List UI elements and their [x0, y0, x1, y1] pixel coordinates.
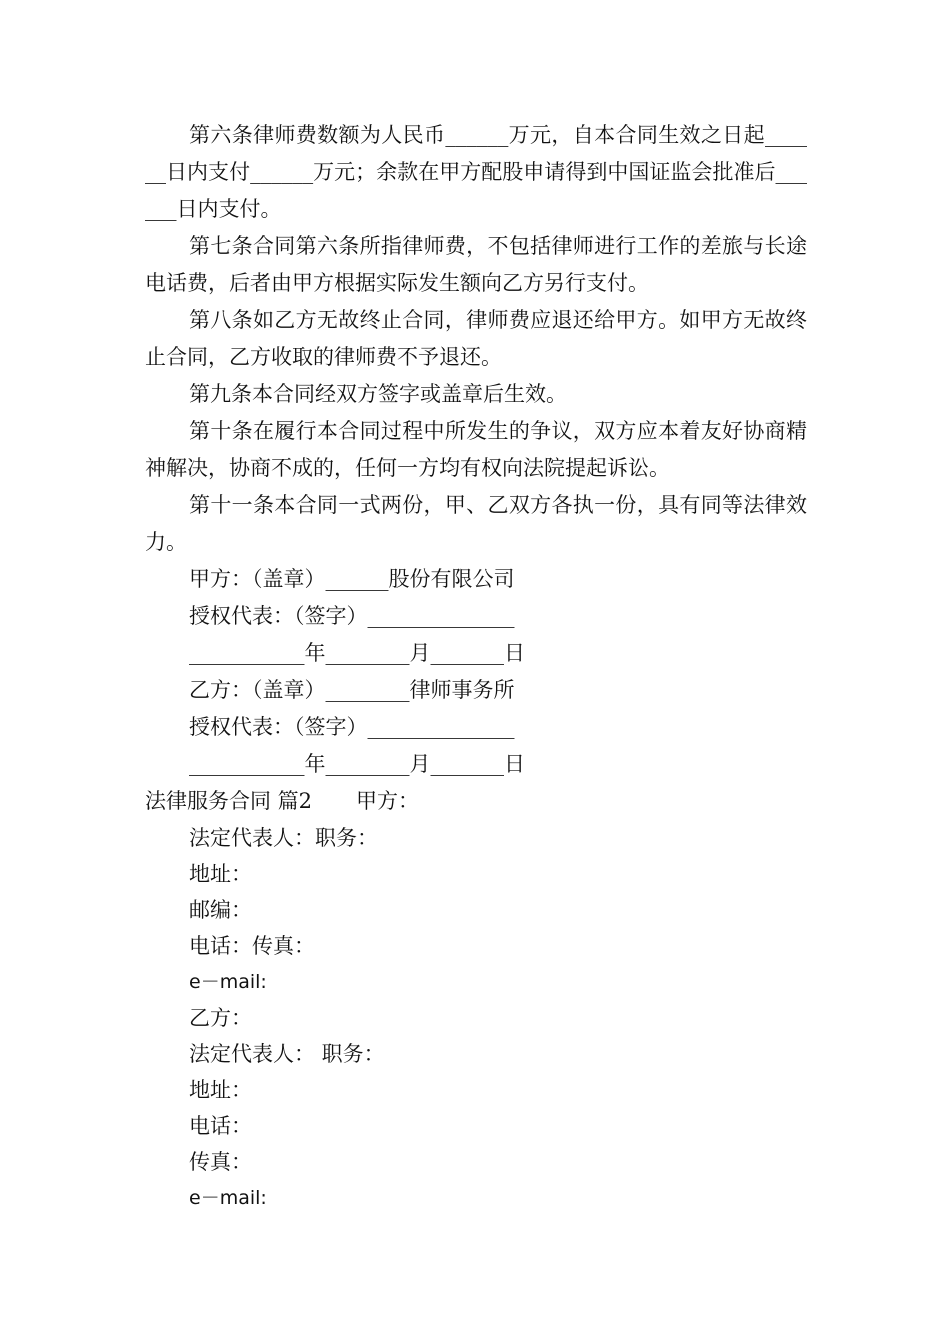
- party-b-phone-field: 电话：: [189, 1114, 252, 1138]
- party-a-address-field: 地址：: [189, 862, 252, 886]
- party-b-legal-rep-field: 法定代表人： 职务：: [189, 1042, 385, 1066]
- party-b-date-line: ___________年________月_______日: [189, 752, 525, 776]
- party-b-seal-line: 乙方：（盖章）________律师事务所: [189, 678, 515, 702]
- party-a-label: 甲方：: [356, 789, 420, 813]
- party-b-label: 乙方：: [189, 1006, 252, 1030]
- party-a-representative-line: 授权代表：（签字）______________: [189, 604, 515, 628]
- section-2-heading-line: [145, 783, 807, 820]
- party-b-representative-line: 授权代表：（签字）______________: [189, 715, 515, 739]
- party-b-email-field: e－mail:: [189, 1187, 267, 1209]
- article-11: 第十一条本合同一式两份，甲、乙双方各执一份，具有同等法律效力。: [145, 493, 807, 554]
- article-6: 第六条律师费数额为人民币______万元，自本合同生效之日起______日内支付______万元；余款在甲方配股申请得到中国证监会批准后______日内支付。: [145, 123, 807, 221]
- party-b-fax-field: 传真：: [189, 1150, 252, 1174]
- article-8: 第八条如乙方无故终止合同，律师费应退还给甲方。如甲方无故终止合同，乙方收取的律师费不予退还。: [145, 308, 807, 369]
- party-b-address-field: 地址：: [189, 1078, 252, 1102]
- party-a-email-field: e－mail:: [189, 971, 267, 993]
- party-a-legal-rep-field: 法定代表人：职务：: [189, 826, 378, 850]
- article-9: 第九条本合同经双方签字或盖章后生效。: [189, 382, 567, 406]
- party-a-date-line: ___________年________月_______日: [189, 641, 525, 665]
- party-a-phone-fax-field: 电话：传真：: [189, 934, 315, 958]
- section-2-heading: 法律服务合同 篇2: [145, 789, 313, 813]
- article-10: 第十条在履行本合同过程中所发生的争议，双方应本着友好协商精神解决，协商不成的，任何一方均有权向法院提起诉讼。: [145, 419, 807, 480]
- party-a-seal-line: 甲方：（盖章）______股份有限公司: [189, 567, 515, 591]
- article-7: 第七条合同第六条所指律师费，不包括律师进行工作的差旅与长途电话费，后者由甲方根据实际发生额向乙方另行支付。: [145, 234, 807, 295]
- party-a-postcode-field: 邮编：: [189, 898, 252, 922]
